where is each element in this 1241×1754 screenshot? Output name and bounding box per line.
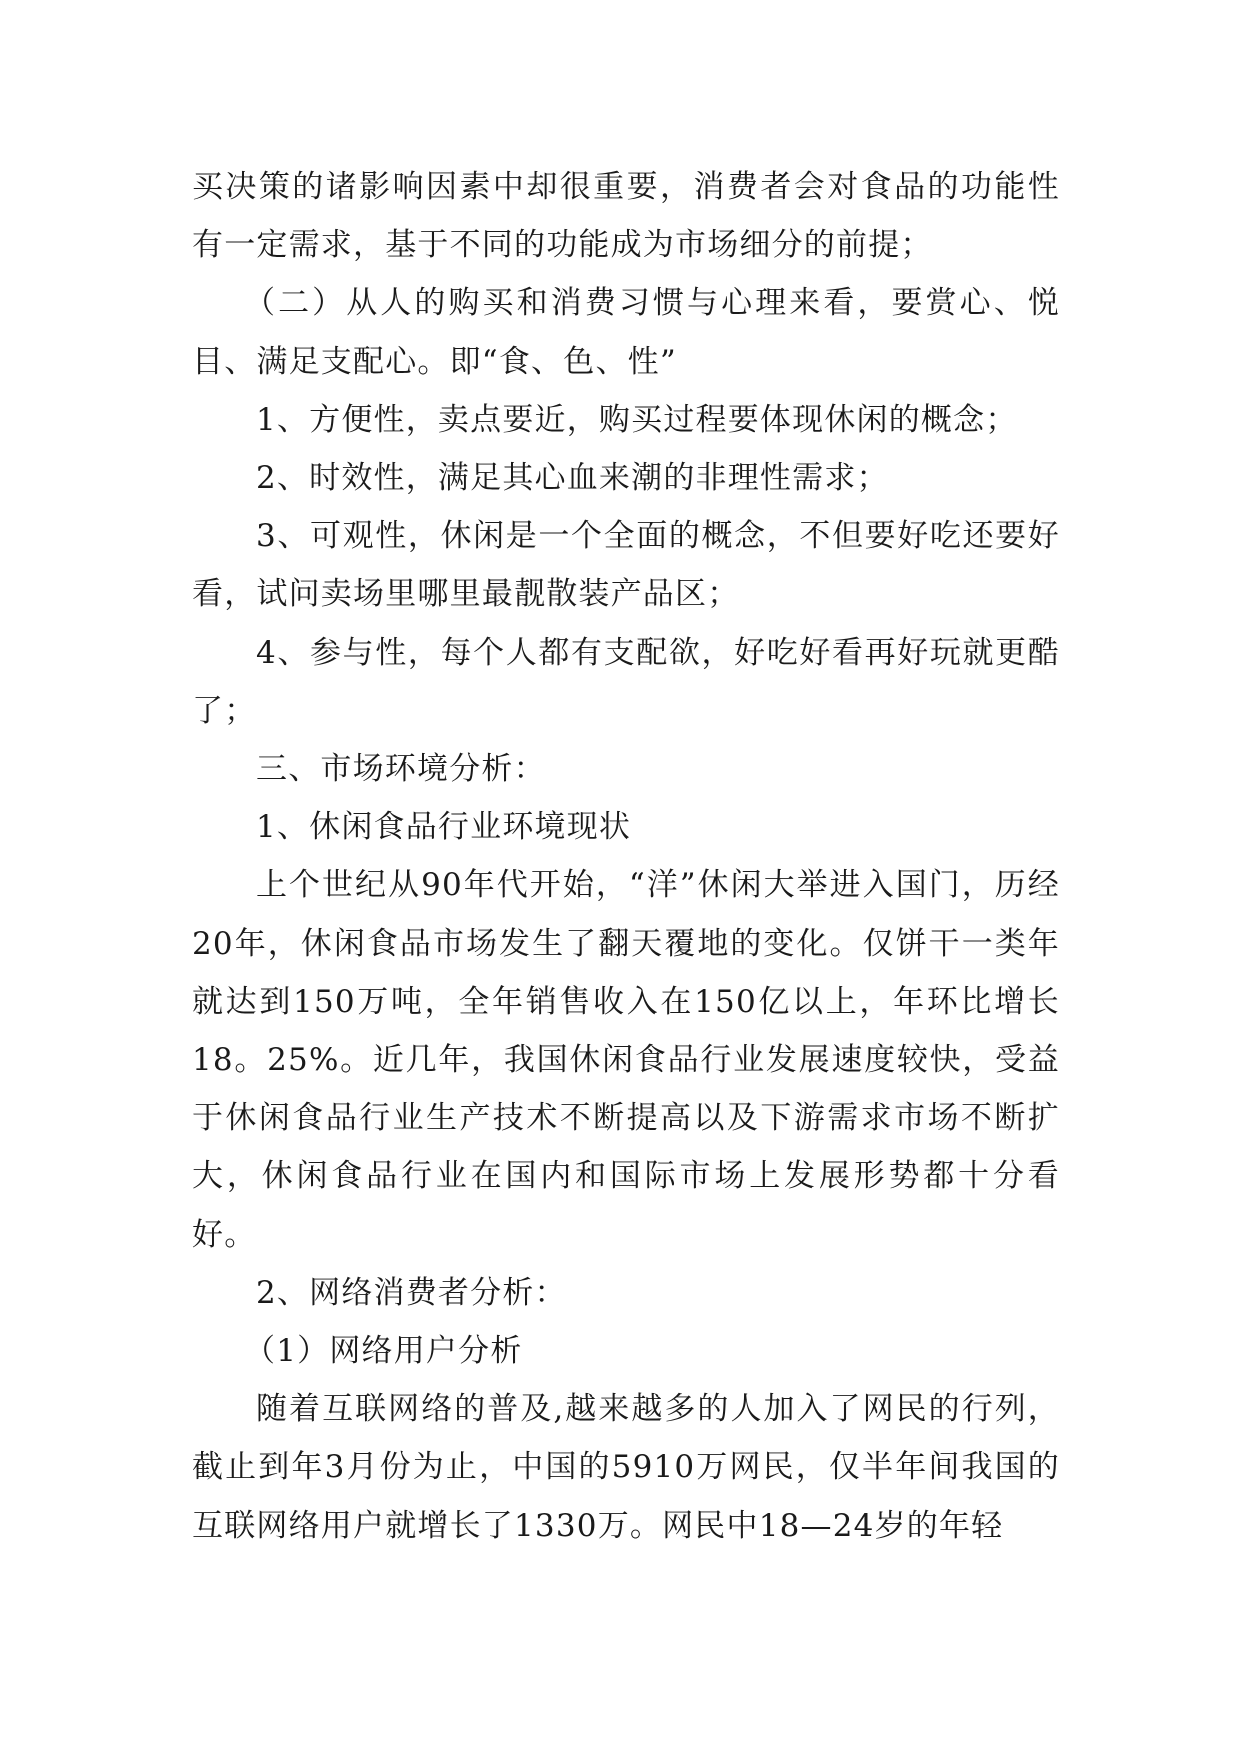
- paragraph-industry-status: 上个世纪从90年代开始，“洋”休闲大举进入国门，历经20年，休闲食品市场发生了翻天覆地的变化。仅饼干一类年就达到150万吨，全年销售收入在150亿以上，年环比增长18。25%。近几年，我国休闲食品行业发展速度较快，受益于休闲食品行业生产技术不断提高以及下游需求市场不断扩大，休闲食品行业在国内和国际市场上发展形势都十分看好。: [192, 867, 1060, 1253]
- paragraph-online-users: 随着互联网络的普及,越来越多的人加入了网民的行列，截止到年3月份为止，中国的5910万网民，仅半年间我国的互联网络用户就增长了1330万。网民中18—24岁的年轻: [192, 1391, 1060, 1544]
- section-heading-market-environment: 三、市场环境分析：: [256, 751, 546, 788]
- list-item-timeliness: 2、时效性，满足其心血来潮的非理性需求；: [256, 460, 889, 497]
- paragraph-continuation: 买决策的诸影响因素中却很重要，消费者会对食品的功能性有一定需求，基于不同的功能成为市场细分的前提；: [192, 169, 1060, 264]
- list-item-participation: 4、参与性，每个人都有支配欲，好吃好看再好玩就更酷了；: [192, 634, 1060, 729]
- subheading-online-consumers: 2、网络消费者分析：: [256, 1274, 567, 1311]
- paragraph-section-two: （二）从人的购买和消费习惯与心理来看，要赏心、悦目、满足支配心。即“食、色、性”: [192, 285, 1060, 380]
- subheading-online-users: （1）网络用户分析: [244, 1333, 523, 1370]
- document-body: [192, 158, 1060, 1555]
- list-item-visibility: 3、可观性，休闲是一个全面的概念，不但要好吃还要好看，试问卖场里哪里最靓散装产品区；: [192, 518, 1060, 613]
- list-item-convenience: 1、方便性，卖点要近，购买过程要体现休闲的概念；: [256, 401, 1018, 438]
- subheading-industry-status: 1、休闲食品行业环境现状: [256, 809, 632, 846]
